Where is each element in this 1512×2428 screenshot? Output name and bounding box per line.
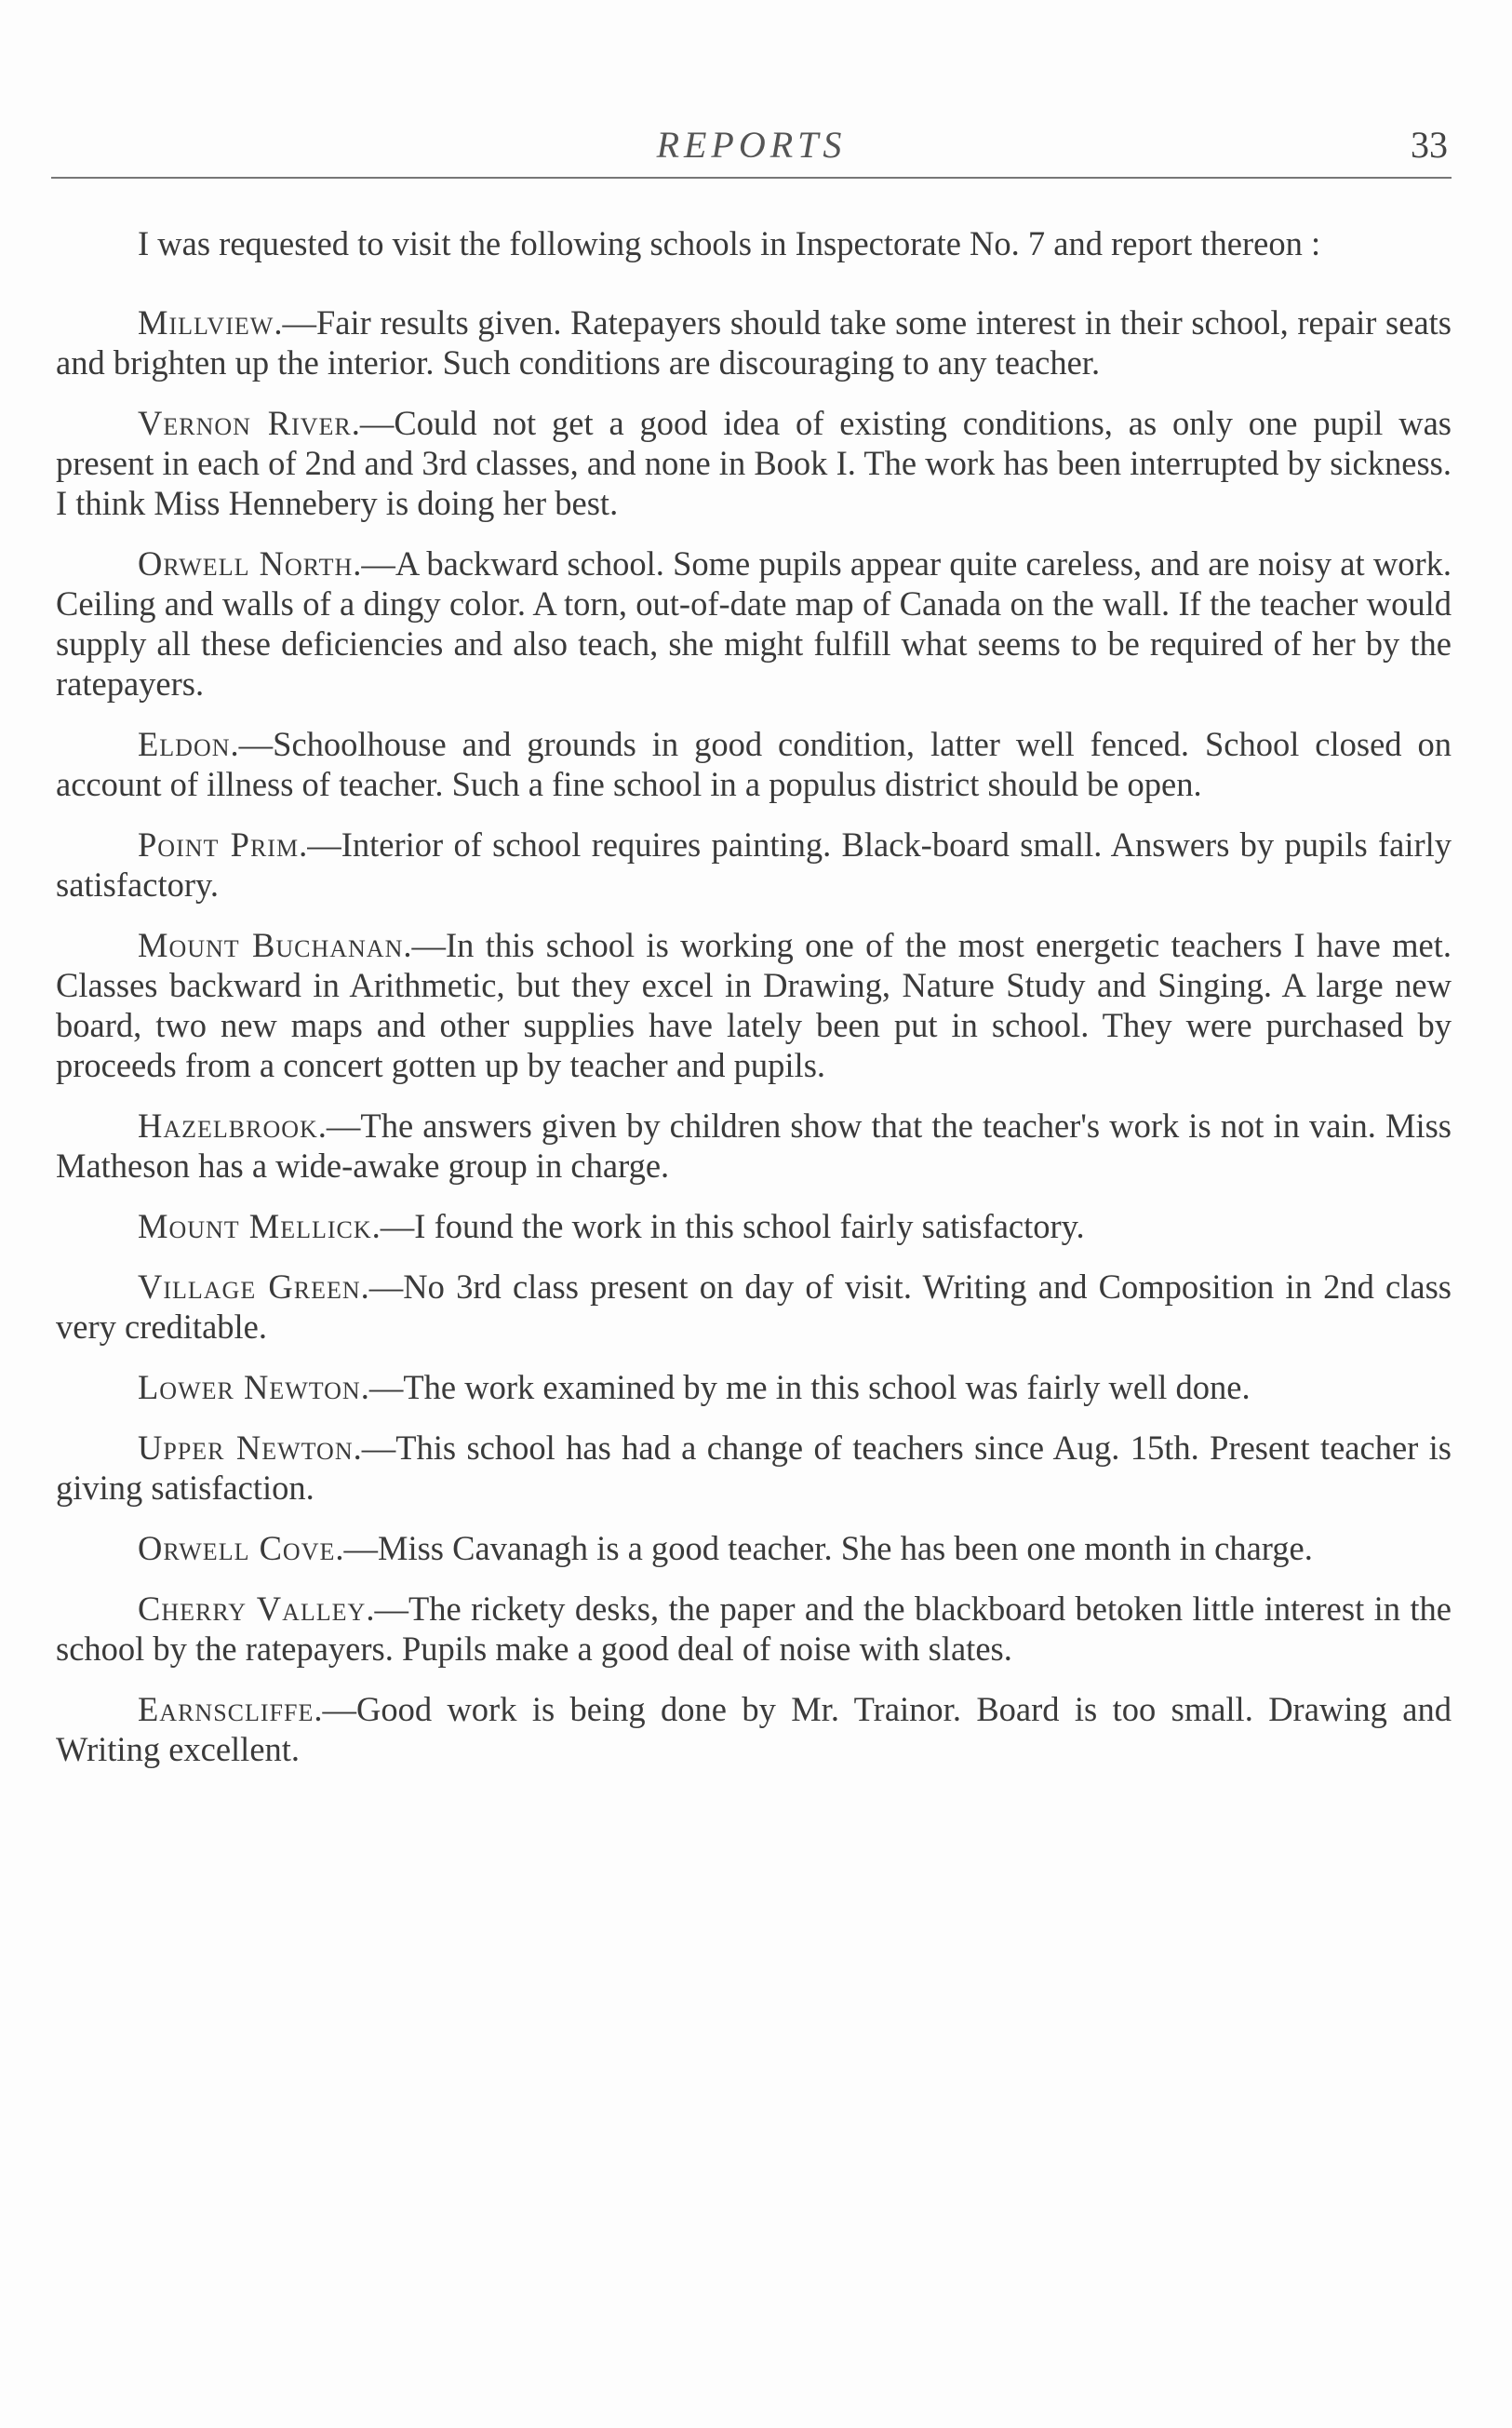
school-name: Point Prim xyxy=(138,825,300,864)
report-village-green: Village Green.—No 3rd class present on day of visit. Writing and Composition in 2nd class very creditable. xyxy=(56,1268,1452,1346)
school-name: Mount Buchanan xyxy=(138,926,404,964)
report-text: In this school is working one of the most energetic teachers I have met. Classes backward in Arithmetic, but they excel in Drawing, Nature Study and Singing. A large new board, two new maps and other supplies have lately been put in school. They were purchased by proceeds from a concert gotten up by teacher and pupils. xyxy=(56,926,1452,1084)
report-text: Interior of school requires painting. Black-board small. Answers by pupils fairly satisfactory. xyxy=(56,825,1452,904)
report-text: Miss Cavanagh is a good teacher. She has been one month in charge. xyxy=(377,1529,1313,1567)
school-name: Cherry Valley xyxy=(138,1590,367,1628)
report-lower-newton: Lower Newton.—The work examined by me in this school was fairly well done. xyxy=(138,1368,1251,1406)
header-rule xyxy=(51,177,1452,179)
page-number: 33 xyxy=(1411,124,1448,166)
school-name: Orwell North xyxy=(138,544,354,583)
report-hazelbrook: Hazelbrook.—The answers given by children show that the teacher's work is not in vain. Miss Matheson has a wide-awake group in charge. xyxy=(56,1107,1452,1185)
report-text: This school has had a change of teachers since Aug. 15th. Present teacher is giving satisfaction. xyxy=(56,1429,1452,1507)
report-text: A backward school. Some pupils appear quite careless, and are noisy at work. Ceiling and walls of a dingy color. A torn, out-of-date map of Canada on the wall. If the teacher would supply all these deficiencies and also teach, she might fulfill what seems to be required of her by the ratepayers. xyxy=(56,544,1452,703)
report-text: Good work is being done by Mr. Trainor. Board is too small. Drawing and Writing excellent. xyxy=(56,1690,1452,1768)
running-header xyxy=(51,119,1452,184)
school-name: Village Green xyxy=(138,1268,361,1306)
report-mount-mellick: Mount Mellick.—I found the work in this school fairly satisfactory. xyxy=(138,1207,1085,1245)
intro-paragraph: I was requested to visit the following schools in Inspectorate No. 7 and report thereon : xyxy=(138,224,1321,262)
report-vernon-river: Vernon River.—Could not get a good idea of existing conditions, as only one pupil was present in each of 2nd and 3rd classes, and none in Book I. The work has been interrupted by sickness. I think Miss Hennebery is doing her best. xyxy=(56,404,1452,522)
school-name: Mount Mellick xyxy=(138,1207,372,1245)
report-orwell-north: Orwell North.—A backward school. Some pupils appear quite careless, and are noisy at work. Ceiling and walls of a dingy color. A torn, out-of-date map of Canada on the wall. If the teacher would supply all these deficiencies and also teach, she might fulfill what seems to be required of her by the ratepayers. xyxy=(56,544,1452,703)
school-name: Vernon River xyxy=(138,404,352,442)
school-name: Millview xyxy=(138,303,274,342)
report-text: I found the work in this school fairly satisfactory. xyxy=(414,1207,1085,1245)
report-cherry-valley: Cherry Valley.—The rickety desks, the paper and the blackboard betoken little interest in the school by the ratepayers. Pupils make a good deal of noise with slates. xyxy=(56,1590,1452,1668)
report-text: No 3rd class present on day of visit. Writing and Composition in 2nd class very creditable. xyxy=(56,1268,1452,1346)
school-name: Orwell Cove xyxy=(138,1529,336,1567)
report-text: The answers given by children show that the teacher's work is not in vain. Miss Matheson has a wide-awake group in charge. xyxy=(56,1107,1452,1185)
report-text: Fair results given. Ratepayers should take some interest in their school, repair seats and brighten up the interior. Such conditions are discouraging to any teacher. xyxy=(56,303,1452,382)
running-title: REPORTS xyxy=(656,124,847,166)
report-eldon: Eldon.—Schoolhouse and grounds in good condition, latter well fenced. School closed on account of illness of teacher. Such a fine school in a populus district should be open. xyxy=(56,725,1452,803)
school-name: Upper Newton xyxy=(138,1429,354,1467)
school-name: Lower Newton xyxy=(138,1368,361,1406)
report-body xyxy=(56,223,1452,1790)
report-mount-buchanan: Mount Buchanan.—In this school is working one of the most energetic teachers I have met. Classes backward in Arithmetic, but they excel in Drawing, Nature Study and Singing. A large new board, two new maps and other supplies have lately been put in school. They were purchased by proceeds from a concert gotten up by teacher and pupils. xyxy=(56,926,1452,1084)
school-name: Eldon xyxy=(138,725,231,763)
report-text: Could not get a good idea of existing conditions, as only one pupil was present in each of 2nd and 3rd classes, and none in Book I. The work has been interrupted by sickness. I think Miss Hennebery is doing her best. xyxy=(56,404,1452,522)
report-text: The rickety desks, the paper and the blackboard betoken little interest in the school by the ratepayers. Pupils make a good deal of noise with slates. xyxy=(56,1590,1452,1668)
report-earnscliffe: Earnscliffe.—Good work is being done by Mr. Trainor. Board is too small. Drawing and Writing excellent. xyxy=(56,1690,1452,1768)
report-millview: Millview.—Fair results given. Ratepayers should take some interest in their school, repair seats and brighten up the interior. Such conditions are discouraging to any teacher. xyxy=(56,303,1452,382)
school-name: Earnscliffe xyxy=(138,1690,314,1728)
report-text: The work examined by me in this school was fairly well done. xyxy=(403,1368,1251,1406)
report-text: Schoolhouse and grounds in good condition, latter well fenced. School closed on account of illness of teacher. Such a fine school in a populus district should be open. xyxy=(56,725,1452,803)
report-orwell-cove: Orwell Cove.—Miss Cavanagh is a good teacher. She has been one month in charge. xyxy=(138,1529,1313,1567)
report-upper-newton: Upper Newton.—This school has had a change of teachers since Aug. 15th. Present teacher is giving satisfaction. xyxy=(56,1429,1452,1507)
report-point-prim: Point Prim.—Interior of school requires painting. Black-board small. Answers by pupils fairly satisfactory. xyxy=(56,825,1452,904)
school-name: Hazelbrook xyxy=(138,1107,318,1145)
